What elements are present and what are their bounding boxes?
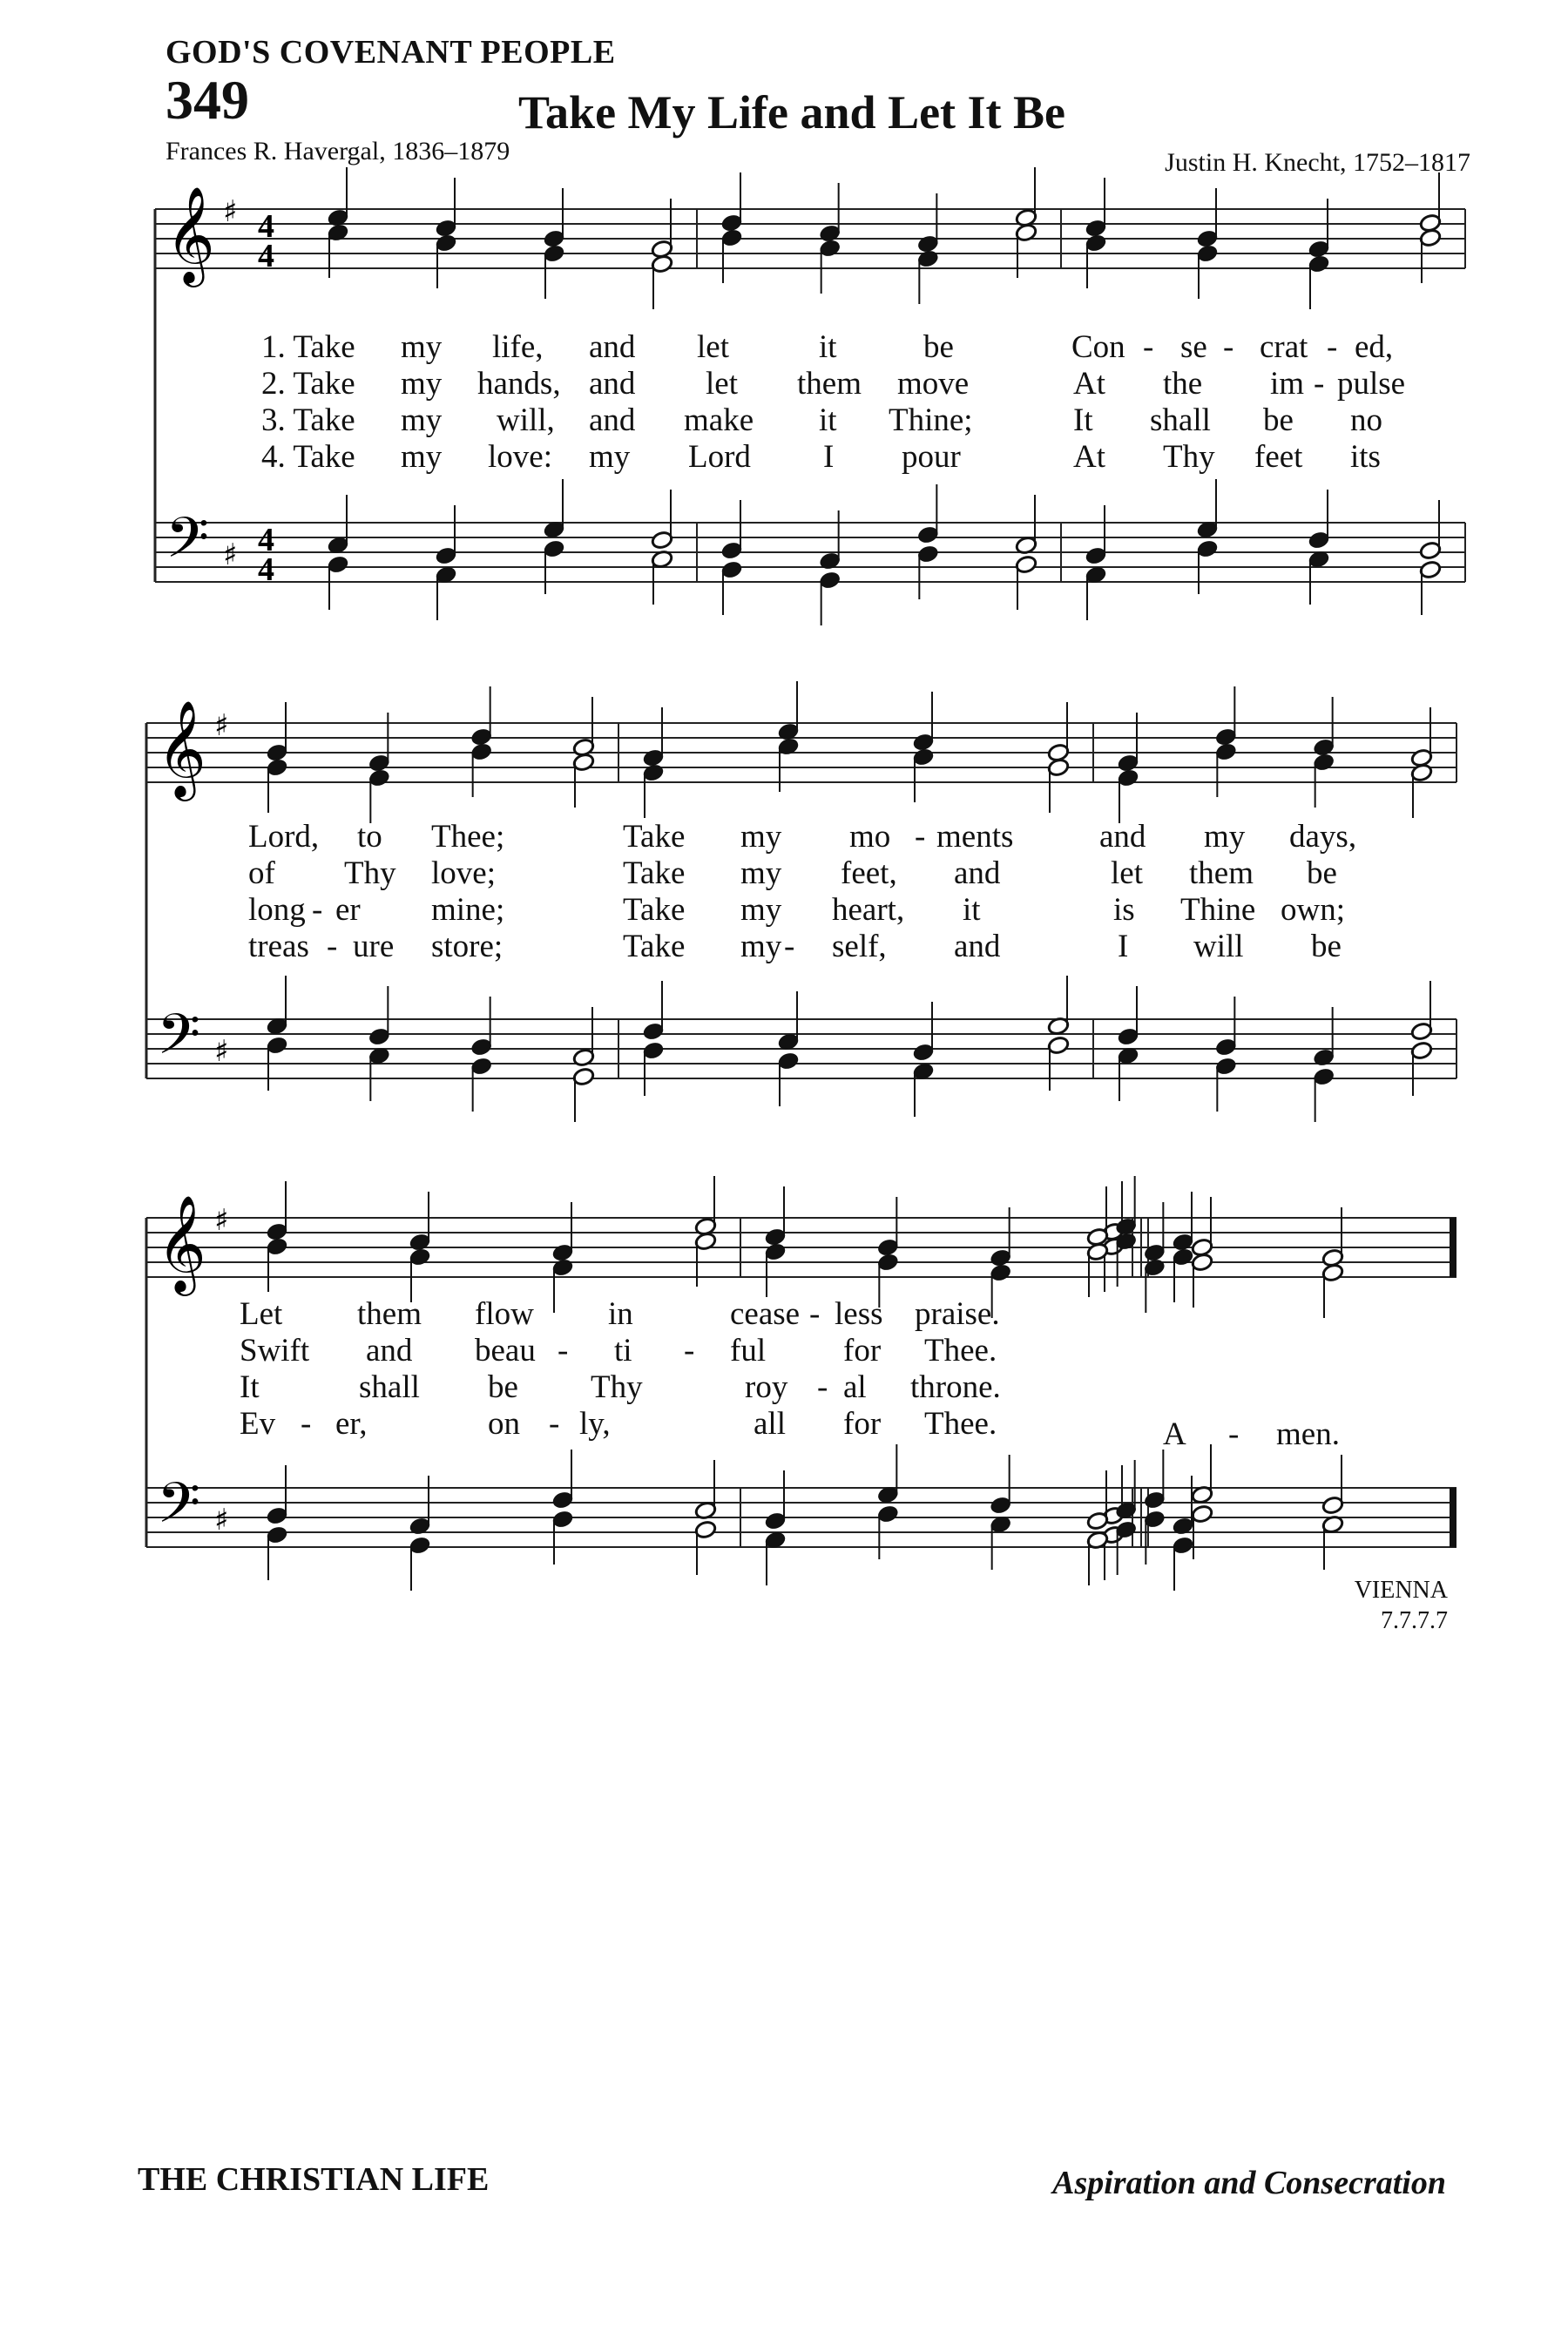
lyric-syllable: ful [730,1333,767,1369]
lyric-syllable: ti [614,1333,632,1369]
footer-left: THE CHRISTIAN LIFE [138,2161,490,2198]
lyric-syllable: self, [832,929,887,964]
lyric-syllable: no [1350,402,1382,438]
lyric-syllable: 1. Take [261,329,355,365]
lyric-syllable: feet [1254,439,1303,475]
lyric-syllable: ments [936,819,1014,855]
sharp-icon: ♯ [223,194,238,229]
lyric-syllable: heart, [832,892,905,928]
lyric-syllable: - [1327,329,1338,365]
lyric-syllable: of [248,855,275,891]
lyric-syllable: er, [335,1406,368,1442]
lyric-syllable: - [1223,329,1234,365]
lyric-syllable: days, [1289,819,1357,855]
lyric-syllable: my [1204,819,1246,855]
sharp-icon: ♯ [214,1034,229,1069]
lyric-syllable: my [401,366,443,402]
lyric-syllable: be [1311,929,1342,964]
lyrics-block [240,329,1405,1452]
amen-syllable: men. [1276,1416,1340,1452]
lyric-syllable: - [784,929,795,964]
lyric-syllable: Thy [344,855,396,891]
lyric-syllable: - [684,1333,695,1369]
lyric-syllable: and [954,929,1001,964]
footer-right: Aspiration and Consecration [1052,2165,1446,2201]
lyric-syllable: - [1314,366,1325,402]
lyric-syllable: crat [1260,329,1308,365]
lyric-syllable: them [357,1296,422,1332]
lyric-syllable: roy [745,1369,788,1405]
lyric-syllable: - [301,1406,312,1442]
lyric-syllable: will [1193,929,1244,964]
lyric-syllable: cease [730,1296,801,1332]
time-sig-top: 4 [258,208,274,245]
lyric-syllable: im [1270,366,1305,402]
sharp-icon: ♯ [214,1503,229,1538]
lyric-syllable: my [740,819,782,855]
lyric-syllable: I [823,439,835,475]
lyric-syllable: own; [1281,892,1345,928]
lyric-syllable: be [1307,855,1337,891]
lyric-syllable: - [817,1369,828,1405]
lyric-syllable: my [740,892,782,928]
lyric-syllable: er [335,892,361,928]
lyric-syllable: it [819,329,837,365]
lyric-syllable: Lord [688,439,751,475]
time-sig-top: 4 [258,522,274,558]
lyric-syllable: will, [497,402,555,438]
lyric-syllable: Thine; [889,402,973,438]
amen-syllable: A [1163,1416,1186,1452]
lyric-syllable: ure [353,929,395,964]
lyric-syllable: love; [431,855,496,891]
lyric-syllable: all [754,1406,786,1442]
lyric-syllable: It [1073,402,1093,438]
time-sig-bottom: 4 [258,551,274,588]
lyric-syllable: let [1111,855,1143,891]
sharp-icon: ♯ [214,1203,229,1238]
lyric-syllable: for [843,1406,882,1442]
lyric-syllable: Thine [1180,892,1256,928]
author-credit: Frances R. Havergal, 1836–1879 [166,137,510,166]
time-sig-bottom: 4 [258,238,274,274]
lyric-syllable: and [954,855,1001,891]
lyric-syllable: my [401,329,443,365]
lyric-syllable: them [797,366,862,402]
lyric-syllable: Thy [1163,439,1215,475]
lyric-syllable: Take [623,929,686,964]
lyric-syllable: Take [623,892,686,928]
lyric-syllable: pour [902,439,961,475]
lyric-syllable: - [558,1333,569,1369]
lyric-syllable: ly, [579,1406,611,1442]
lyric-syllable: is [1113,892,1135,928]
lyric-syllable: to [357,819,382,855]
lyric-syllable: Ev [240,1406,276,1442]
composer-credit: Justin H. Knecht, 1752–1817 [1165,148,1470,177]
lyric-syllable: beau [475,1333,536,1369]
lyric-syllable: let [706,366,738,402]
lyric-syllable: pulse [1337,366,1406,402]
lyric-syllable: 3. Take [261,402,355,438]
lyric-syllable: store; [431,929,504,964]
treble-clef-icon: 𝄞 [166,186,215,283]
lyric-syllable: and [589,402,636,438]
lyric-syllable: - [549,1406,560,1442]
lyric-syllable: - [809,1296,821,1332]
lyric-syllable: - [312,892,323,928]
lyric-syllable: Thee; [431,819,505,855]
lyric-syllable: Let [240,1296,283,1332]
lyric-syllable: them [1189,855,1254,891]
lyric-syllable: be [1263,402,1294,438]
lyric-syllable: the [1163,366,1203,402]
treble-clef-icon: 𝄞 [157,1194,206,1292]
tune-name: VIENNA [1354,1577,1448,1604]
lyric-syllable: it [963,892,981,928]
bass-clef-icon: 𝄢 [157,1471,201,1550]
lyric-syllable: in [608,1296,633,1332]
lyric-syllable: make [684,402,754,438]
lyric-syllable: At [1073,366,1105,402]
lyric-syllable: Take [623,855,686,891]
lyric-syllable: my [401,439,443,475]
hymn-number: 349 [166,69,249,131]
lyric-syllable: and [366,1333,413,1369]
lyric-syllable: long [248,892,306,928]
lyric-syllable: and [1099,819,1146,855]
lyric-syllable: Swift [240,1333,310,1369]
lyric-syllable: on [488,1406,520,1442]
lyric-syllable: shall [359,1369,420,1405]
lyric-syllable: Con [1071,329,1125,365]
lyric-syllable: Thee. [924,1406,997,1442]
tune-info [1355,1575,1448,1636]
lyric-syllable: Lord, [248,819,320,855]
lyric-syllable: mine; [431,892,505,928]
lyric-syllable: - [327,929,338,964]
amen-syllable: - [1228,1416,1240,1452]
lyric-syllable: 2. Take [261,366,355,402]
lyric-syllable: be [923,329,954,365]
sharp-icon: ♯ [223,537,238,572]
lyric-syllable: love: [488,439,552,475]
lyric-syllable: my [740,855,782,891]
hymn-title: Take My Life and Let It Be [518,86,1066,139]
bass-clef-icon: 𝄢 [157,1003,201,1081]
tune-meter: 7.7.7.7 [1381,1607,1448,1634]
lyric-syllable: its [1350,439,1381,475]
lyric-syllable: feet, [841,855,897,891]
lyric-syllable: and [589,329,636,365]
bass-clef-icon: 𝄢 [166,506,210,585]
lyric-syllable: move [897,366,970,402]
lyric-syllable: - [915,819,926,855]
lyric-syllable: - [1143,329,1154,365]
treble-clef-icon: 𝄞 [157,700,206,797]
lyric-syllable: praise. [915,1296,1000,1332]
lyric-syllable: flow [475,1296,534,1332]
lyric-syllable: I [1118,929,1129,964]
lyric-syllable: and [589,366,636,402]
lyric-syllable: Thee. [924,1333,997,1369]
lyric-syllable: Take [623,819,686,855]
lyric-syllable: It [240,1369,260,1405]
lyric-syllable: throne. [910,1369,1001,1405]
lyric-syllable: my [740,929,782,964]
lyric-syllable: treas [248,929,309,964]
lyric-syllable: 4. Take [261,439,355,475]
lyric-syllable: for [843,1333,882,1369]
lyric-syllable: hands, [477,366,561,402]
lyric-syllable: less [835,1296,883,1332]
lyric-syllable: my [589,439,631,475]
lyric-syllable: my [401,402,443,438]
lyric-syllable: be [488,1369,518,1405]
final-barline [1450,1218,1456,1277]
sharp-icon: ♯ [214,708,229,743]
final-barline [1450,1488,1456,1547]
lyric-syllable: let [697,329,729,365]
lyric-syllable: life, [492,329,544,365]
lyric-syllable: Thy [591,1369,643,1405]
lyric-syllable: mo [849,819,891,855]
lyric-syllable: se [1180,329,1207,365]
lyric-syllable: ed, [1355,329,1394,365]
lyric-syllable: shall [1150,402,1211,438]
section-label: GOD'S COVENANT PEOPLE [166,34,616,71]
lyric-syllable: it [819,402,837,438]
lyric-syllable: al [843,1369,867,1405]
lyric-syllable: At [1073,439,1105,475]
